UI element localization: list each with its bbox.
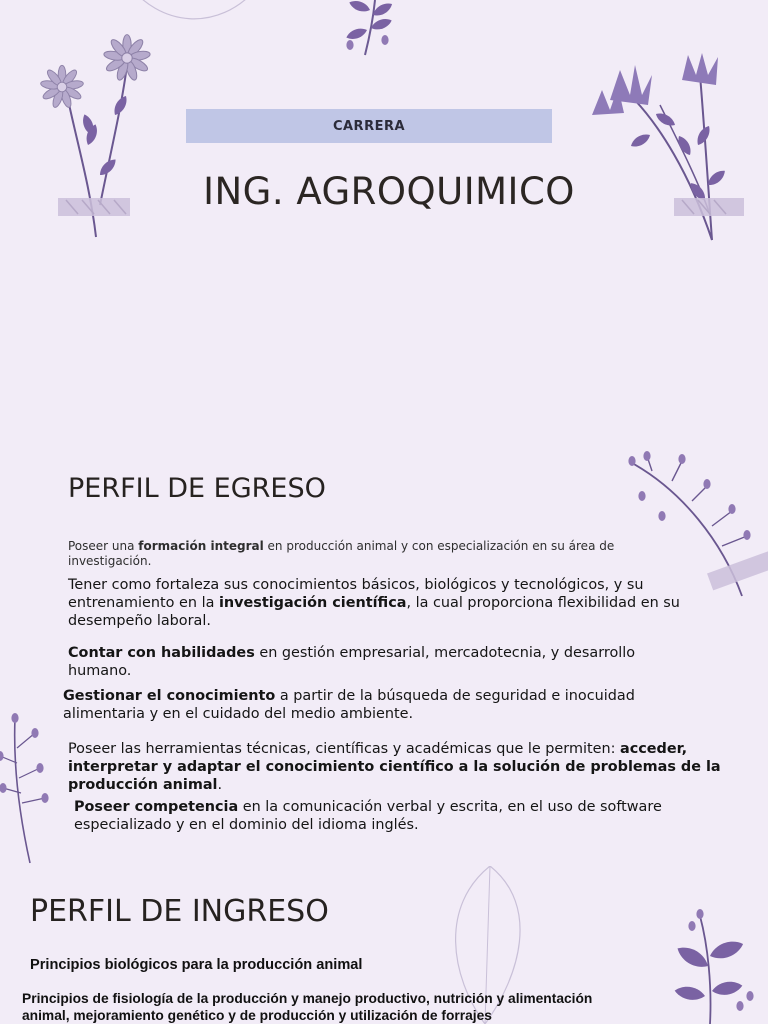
paragraph-competencia: Poseer competencia en la comunicación verbal y escrita, en el uso de software especializado y en el dominio del idioma inglés. [74, 799, 662, 833]
graduate-profile-slide [0, 433, 768, 866]
section-heading-ingreso: PERFIL DE INGRESO [30, 894, 329, 929]
paragraph-principios-line1: Principios de fisiología de la producción y manejo productivo, nutrición y alimentación [22, 991, 593, 1006]
paragraph-conocimiento: Gestionar el conocimiento a partir de la búsqueda de seguridad e inocuidad alimentaria y en el cuidado del medio ambiente. [63, 688, 635, 722]
subheading-principios: Principios biológicos para la producción animal [30, 957, 363, 973]
career-title: ING. AGROQUIMICO [203, 170, 575, 213]
career-badge: CARRERA [186, 109, 552, 143]
lavender-flower-icon [640, 896, 768, 1024]
paragraph-principios-line2: animal, mejoramiento genético y de producción y utilización de forrajes [22, 1008, 492, 1023]
entry-profile-slide [0, 866, 768, 1024]
paragraph-formacion: Poseer una formación integral en producción animal y con especialización en su área de investigación. [68, 539, 615, 568]
title-slide [0, 0, 768, 433]
flower-branch-icon [315, 0, 435, 60]
paragraph-herramientas: Poseer las herramientas técnicas, científicas y académicas que le permiten: acceder, interpretar y adaptar el conocimiento científico a la solución de problemas de la producción animal. [68, 741, 721, 793]
berry-branch-icon [0, 708, 75, 866]
paragraph-fortaleza: Tener como fortaleza sus conocimientos básicos, biológicos y tecnológicos, y su entrenamiento en la investigación científica, la cual proporciona flexibilidad en su desempeño laboral. [68, 577, 680, 629]
paragraph-habilidades: Contar con habilidades en gestión empresarial, mercadotecnia, y desarrollo humano. [68, 645, 636, 679]
section-heading-egreso: PERFIL DE EGRESO [68, 473, 326, 504]
